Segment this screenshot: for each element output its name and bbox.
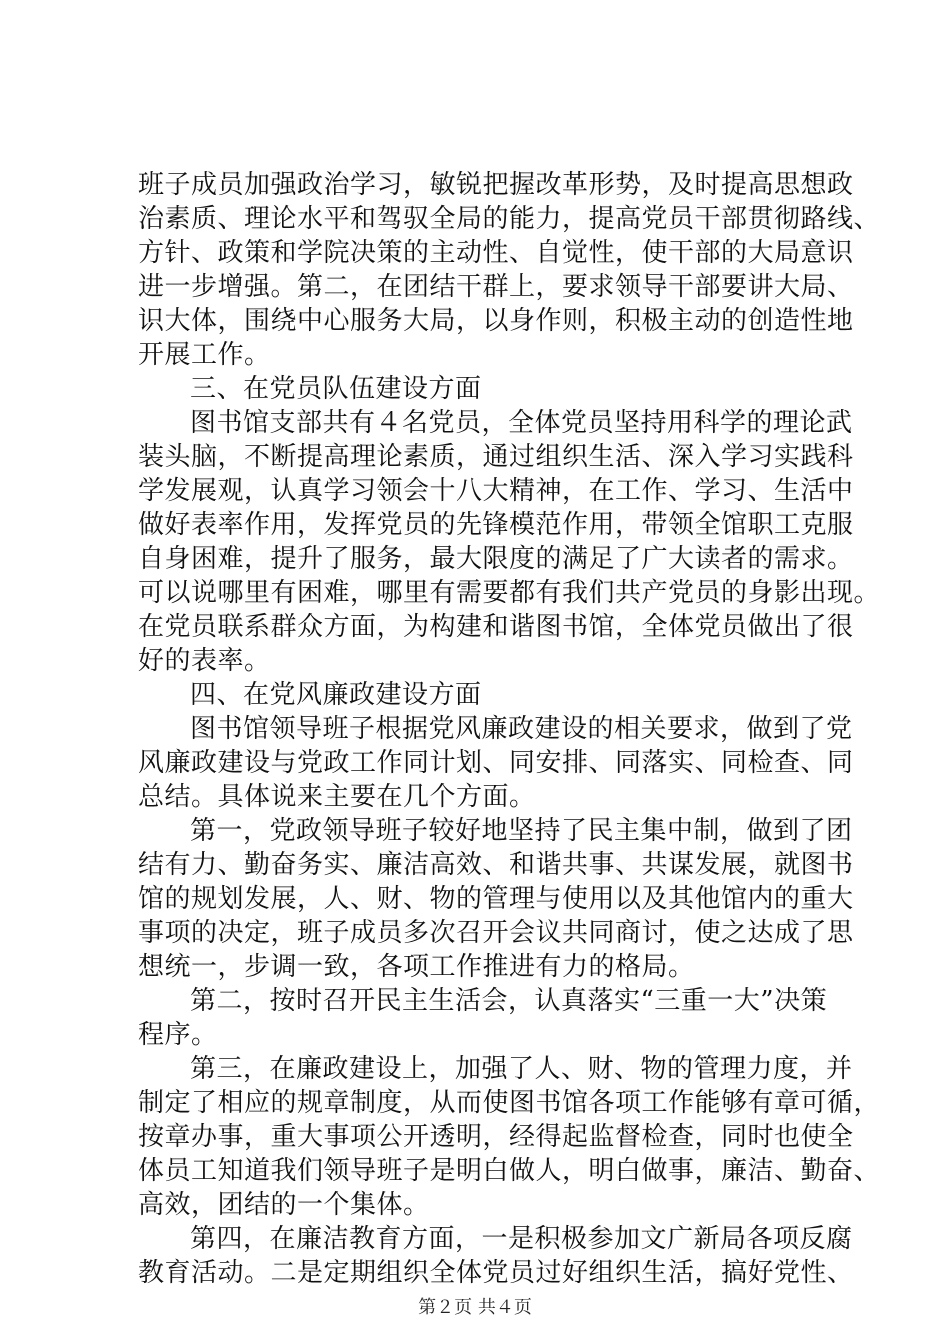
text-line: 第四，在廉洁教育方面，一是积极参加文广新局各项反腐 [190, 1224, 853, 1254]
text-line: 识大体，围绕中心服务大局，以身作则，积极主动的创造性地 [138, 306, 854, 336]
text-line: 总结。具体说来主要在几个方面。 [138, 782, 536, 812]
text-line: 程序。 [138, 1020, 218, 1050]
text-line: 开展工作。 [138, 340, 271, 370]
text-line: 结有力、勤奋务实、廉洁高效、和谐共事、共谋发展，就图书 [138, 850, 854, 880]
text-line: 学发展观，认真学习领会十八大精神，在工作、学习、生活中 [138, 476, 854, 506]
text-line: 做好表率作用，发挥党员的先锋模范作用，带领全馆职工克服 [138, 510, 854, 540]
text-line: 想统一，步调一致，各项工作推进有力的格局。 [138, 952, 695, 982]
text-line: 治素质、理论水平和驾驭全局的能力，提高党员干部贯彻路线、 [138, 204, 881, 234]
text-line: 好的表率。 [138, 646, 271, 676]
text-line: 教育活动。二是定期组织全体党员过好组织生活，搞好党性、 [138, 1258, 854, 1288]
text-line: 事项的决定，班子成员多次召开会议共同商讨，使之达成了思 [138, 918, 854, 948]
text-line: 按章办事，重大事项公开透明，经得起监督检查，同时也使全 [138, 1122, 854, 1152]
section-heading: 三、在党员队伍建设方面 [190, 374, 482, 404]
text-line: 馆的规划发展，人、财、物的管理与使用以及其他馆内的重大 [138, 884, 854, 914]
section-heading: 四、在党风廉政建设方面 [190, 680, 482, 710]
text-line: 进一步增强。第二，在团结干群上，要求领导干部要讲大局、 [138, 272, 854, 302]
text-line: 在党员联系群众方面，为构建和谐图书馆，全体党员做出了很 [138, 612, 854, 642]
text-line: 制定了相应的规章制度，从而使图书馆各项工作能够有章可循， [138, 1088, 881, 1118]
text-line: 图书馆支部共有４名党员，全体党员坚持用科学的理论武 [190, 408, 853, 438]
text-line: 方针、政策和学院决策的主动性、自觉性，使干部的大局意识 [138, 238, 854, 268]
text-line: 自身困难，提升了服务，最大限度的满足了广大读者的需求。 [138, 544, 854, 574]
text-line: 第二，按时召开民主生活会，认真落实“三重一大”决策 [190, 986, 828, 1016]
text-line: 体员工知道我们领导班子是明白做人，明白做事，廉洁、勤奋、 [138, 1156, 881, 1186]
text-line: 风廉政建设与党政工作同计划、同安排、同落实、同检查、同 [138, 748, 854, 778]
text-line: 图书馆领导班子根据党风廉政建设的相关要求，做到了党 [190, 714, 853, 744]
page-number-footer: 第２页 共４页 [418, 1297, 532, 1318]
text-line: 第三，在廉政建设上，加强了人、财、物的管理力度，并 [190, 1054, 853, 1084]
text-line: 班子成员加强政治学习，敏锐把握改革形势，及时提高思想政 [138, 170, 854, 200]
text-line: 高效，团结的一个集体。 [138, 1190, 430, 1220]
text-line: 第一，党政领导班子较好地坚持了民主集中制，做到了团 [190, 816, 853, 846]
text-line: 可以说哪里有困难，哪里有需要都有我们共产党员的身影出现。 [138, 578, 881, 608]
text-line: 装头脑，不断提高理论素质，通过组织生活、深入学习实践科 [138, 442, 854, 472]
